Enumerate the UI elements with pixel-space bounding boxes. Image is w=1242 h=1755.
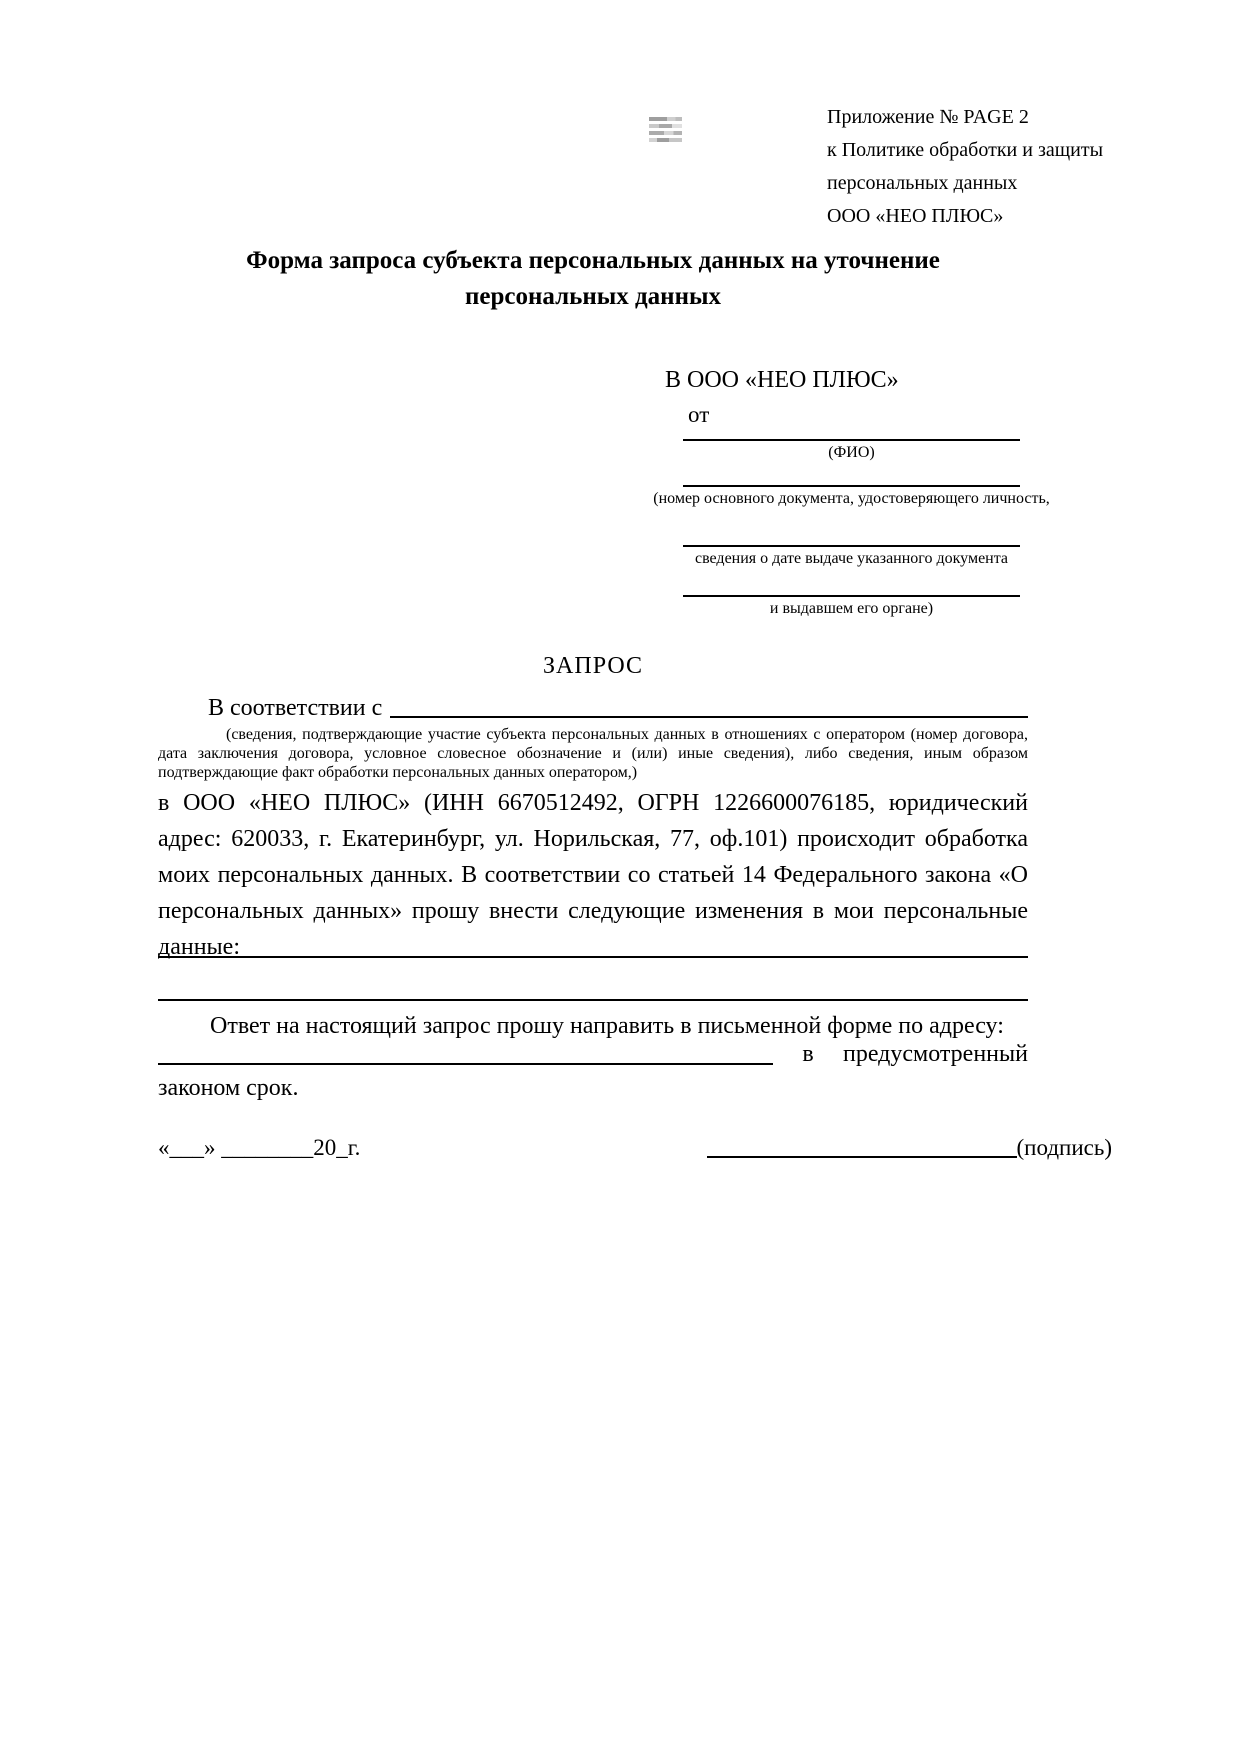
form-title-line2: персональных данных — [464, 283, 722, 310]
addressee-from: от — [688, 402, 710, 427]
issuing-authority-caption: и выдавшем его органе) — [769, 600, 934, 617]
signature-caption: (подпись) — [1016, 1135, 1112, 1160]
address-fill-line — [158, 1063, 773, 1065]
form-title — [158, 243, 1028, 315]
signature-group — [707, 1133, 1112, 1163]
reply-sentence: Ответ на настоящий запрос прошу направить в письменной форме по адресу: — [210, 1013, 1004, 1039]
issue-date-caption: сведения о дате выдаче указанного документа — [694, 550, 1009, 567]
addressee-to: В ООО «НЕО ПЛЮС» — [665, 367, 899, 393]
reply-closing: законом срок. — [158, 1075, 299, 1101]
appendix-line-company: ООО «НЕО ПЛЮС» — [827, 205, 1004, 227]
document-content — [158, 0, 1112, 1163]
intro-fill-line — [390, 716, 1028, 718]
intro-prefix: В соответствии с — [208, 695, 383, 721]
appendix-line-number: Приложение № PAGE 2 — [827, 106, 1029, 128]
addressee-block — [158, 365, 1050, 619]
date-signature-row — [158, 1133, 1112, 1163]
form-title-line1: Форма запроса субъекта персональных данных на уточнение — [246, 247, 940, 274]
appendix-line-policy: к Политике обработки и защиты — [827, 139, 1104, 161]
request-heading: ЗАПРОС — [543, 653, 643, 679]
signature-fill-line — [707, 1156, 1017, 1158]
issue-date-fill-line — [683, 545, 1020, 547]
fio-fill-line — [683, 439, 1020, 441]
document-number-caption: (номер основного документа, удостоверяющего личность, — [653, 490, 1050, 507]
reply-word-in: в — [802, 1041, 814, 1067]
issuing-authority-fill-line — [683, 595, 1020, 597]
intro-footnote: (сведения, подтверждающие участие субъекта персональных данных в отношениях с оператором (номер договора, дата заключения договора, условное словесное обозначение и (или) иные сведения), либо сведения, иным образом подтверждающие факт обработки персональных данных оператором,) — [158, 726, 1028, 781]
changes-write-line-1 — [158, 956, 1028, 958]
reply-word-term: предусмотренный — [842, 1041, 1028, 1067]
changes-write-line-2 — [158, 999, 1028, 1001]
body-paragraph: в ООО «НЕО ПЛЮС» (ИНН 6670512492, ОГРН 1226600076185, юридический адрес: 620033, г. Екатеринбург, ул. Норильская, 77, оф.101) происходит обработка моих персональных данных. В соответствии со статьей 14 Федерального закона «О персональных данных» прошу внести следующие изменения в мои персональные данные: — [158, 790, 1028, 960]
appendix-line-personal-data: персональных данных — [827, 172, 1018, 194]
intro-line — [158, 693, 1028, 723]
document-number-fill-line — [683, 485, 1020, 487]
fio-caption: (ФИО) — [828, 444, 875, 461]
date-blank: «___» ________20_г. — [158, 1135, 361, 1160]
